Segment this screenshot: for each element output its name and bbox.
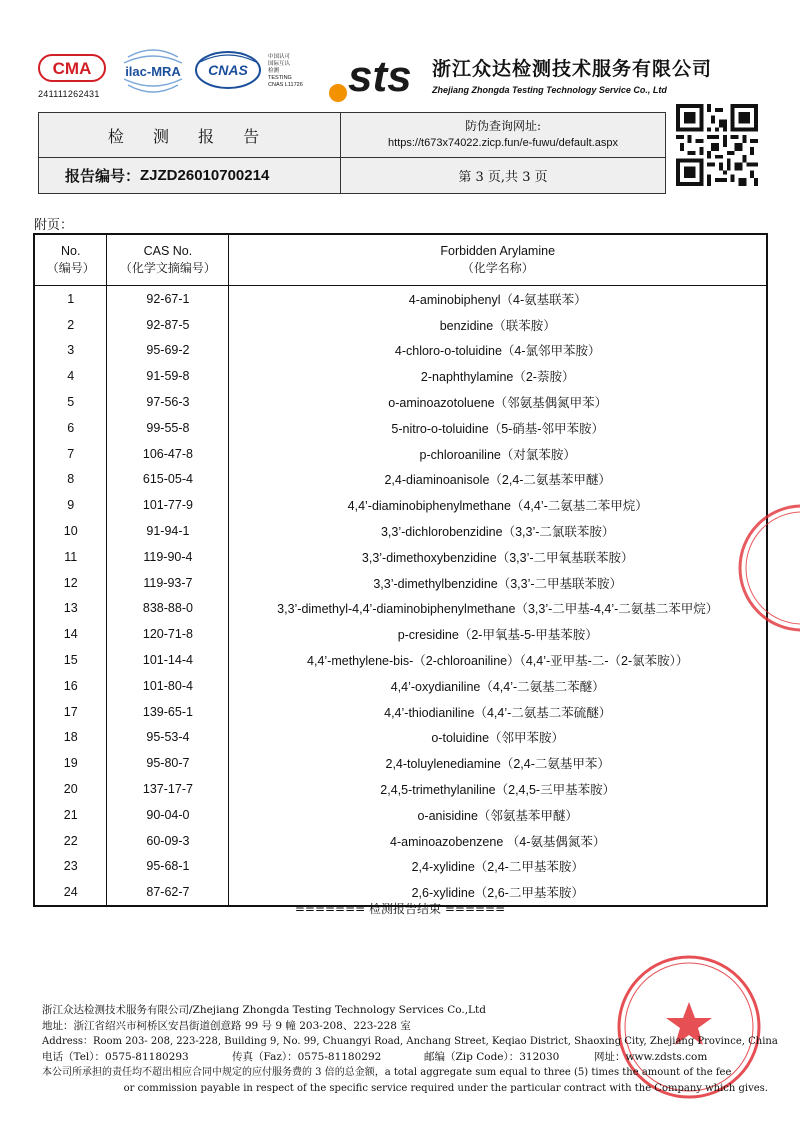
cell-no: 14 [34,621,107,647]
cell-cas: 95-80-7 [107,750,229,776]
cell-name: 2,4,5-trimethylaniline（2,4,5-三甲基苯胺） [229,776,767,802]
cell-no: 22 [34,828,107,854]
cell-no: 24 [34,879,107,906]
cell-cas: 95-53-4 [107,725,229,751]
cell-name: 4-chloro-o-toluidine（4-氯邻甲苯胺） [229,338,767,364]
cell-cas: 91-59-8 [107,363,229,389]
header-no-en: No. [61,244,81,258]
cnas-text-line: CNAS L11726 [268,82,303,88]
header-name-cn: （化学名称） [461,261,534,275]
cell-cas: 90-04-0 [107,802,229,828]
company-name-cn: 浙江众达检测技术服务有限公司 [432,58,713,80]
cell-name: 3,3’-dimethylbenzidine（3,3’-二甲基联苯胺） [229,570,767,596]
table-row [34,570,767,596]
table-header-row [34,234,767,286]
end-of-report-marker: ======= 检测报告结束 ====== [294,902,506,916]
table-row [34,621,767,647]
cell-name: 2,6-xylidine（2,6-二甲基苯胺） [229,879,767,906]
company-name-en: Zhejiang Zhongda Testing Technology Service Co., Ltd [432,85,667,95]
page-info: 第 3 页,共 3 页 [341,158,665,193]
table-row [34,286,767,312]
cell-name: o-anisidine（邻氨基苯甲醚） [229,802,767,828]
table-row [34,828,767,854]
report-number-cell [39,158,340,193]
qr-code[interactable] [676,104,758,186]
footer-address-cn: 地址：浙江省绍兴市柯桥区安昌街道创意路 99 号 9 幢 203-208、223-228 室 [42,1019,411,1032]
sts-logo-text: sts [348,52,412,101]
cell-cas: 95-68-1 [107,854,229,880]
cnas-text-line: 中国认可 [268,54,291,60]
cma-logo [38,54,106,82]
cell-name: 2,4-diaminoanisole（2,4-二氨基苯甲醚） [229,467,767,493]
table-row [34,776,767,802]
table-row [34,338,767,364]
cell-no: 15 [34,647,107,673]
cell-name: p-cresidine（2-甲氧基-5-甲基苯胺） [229,621,767,647]
ilac-mra-logo [120,45,186,97]
cell-name: 3,3’-dimethyl-4,4’-diaminobiphenylmethane（3,3’-二甲基-4,4’-二氨基二苯甲烷） [229,596,767,622]
cell-no: 3 [34,338,107,364]
footer-tel: 电话（Tel）：0575-81180293 [42,1050,189,1063]
cnas-text-line: TESTING [268,75,292,81]
cma-number: 241111262431 [38,89,100,99]
header-no [34,234,107,286]
title-box-divider [38,157,666,158]
footer-zip: 邮编（Zip Code）：312030 [424,1050,560,1063]
cell-name: 2-naphthylamine（2-萘胺） [229,363,767,389]
cnas-accreditation-text [268,54,303,89]
cell-no: 13 [34,596,107,622]
title-box-divider [340,112,341,194]
arylamine-table [33,233,768,907]
cell-cas: 101-80-4 [107,673,229,699]
cell-name: 4,4’-thiodianiline（4,4’-二氨基二苯硫醚） [229,699,767,725]
cell-name: o-toluidine（邻甲苯胺） [229,725,767,751]
cell-cas: 106-47-8 [107,441,229,467]
cell-cas: 615-05-4 [107,467,229,493]
cell-cas: 137-17-7 [107,776,229,802]
cell-cas: 101-77-9 [107,492,229,518]
cell-name: 2,4-xylidine（2,4-二甲基苯胺） [229,854,767,880]
cell-no: 12 [34,570,107,596]
cell-name: 3,3’-dichlorobenzidine（3,3’-二氯联苯胺） [229,518,767,544]
footer [42,1003,782,1096]
ilac-mra-text: ilac-MRA [125,64,181,79]
cell-no: 17 [34,699,107,725]
cell-cas: 97-56-3 [107,389,229,415]
cell-name: 5-nitro-o-toluidine（5-硝基-邻甲苯胺） [229,415,767,441]
cnas-text-line: 检测 [268,68,280,74]
cell-no: 19 [34,750,107,776]
report-title: 检 测 报 告 [39,113,340,157]
header-name [229,234,767,286]
header-cas [107,234,229,286]
footer-liability-2: or commission payable in respect of the specific service required under the particular contract with the Company which gives. [123,1082,768,1094]
cell-name: o-aminoazotoluene（邻氨基偶氮甲苯） [229,389,767,415]
cell-no: 20 [34,776,107,802]
header-cas-en: CAS No. [143,244,193,258]
cell-cas: 87-62-7 [107,879,229,906]
cell-no: 21 [34,802,107,828]
header-no-cn: （编号） [46,261,95,275]
cell-cas: 60-09-3 [107,828,229,854]
cell-cas: 92-67-1 [107,286,229,312]
cell-no: 7 [34,441,107,467]
cell-no: 18 [34,725,107,751]
cell-no: 5 [34,389,107,415]
cma-logo-text: CMA [52,59,92,78]
cell-no: 4 [34,363,107,389]
table-row [34,492,767,518]
table-row [34,363,767,389]
cnas-logo [194,50,262,90]
cnas-text-line: 国际互认 [268,61,291,67]
cell-cas: 119-90-4 [107,544,229,570]
cell-cas: 99-55-8 [107,415,229,441]
table-row [34,544,767,570]
cell-name: 4,4’-methylene-bis-（2-chloroaniline）（4,4’-亚甲基-二-（2-氯苯胺）） [229,647,767,673]
cell-name: p-chloroaniline（对氯苯胺） [229,441,767,467]
cell-cas: 101-14-4 [107,647,229,673]
verify-url-cell [341,113,665,157]
cell-no: 11 [34,544,107,570]
cell-cas: 838-88-0 [107,596,229,622]
table-row [34,441,767,467]
footer-company: 浙江众达检测技术服务有限公司/Zhejiang Zhongda Testing Technology Services Co.,Ltd [42,1004,486,1016]
table-row [34,312,767,338]
cell-name: benzidine（联苯胺） [229,312,767,338]
verify-url-link[interactable]: https://t673x74022.zicp.fun/e-fuwu/default.aspx [388,137,618,149]
cell-name: 4-aminobiphenyl（4-氨基联苯） [229,286,767,312]
appendix-label: 附页： [34,218,74,233]
cell-name: 3,3’-dimethoxybenzidine（3,3’-二甲氧基联苯胺） [229,544,767,570]
cell-no: 16 [34,673,107,699]
table-row [34,699,767,725]
report-number-label: 报告编号： [65,167,141,185]
table-row [34,518,767,544]
sts-logo [326,45,426,105]
cell-cas: 119-93-7 [107,570,229,596]
table-row [34,854,767,880]
cell-no: 10 [34,518,107,544]
report-number: ZJZD26010700214 [140,167,270,184]
cell-name: 4,4’-oxydianiline（4,4’-二氨基二苯醚） [229,673,767,699]
footer-contact [42,1050,782,1066]
footer-address-en: Address：Room 203- 208, 223-228, Building 9, No. 99, Chuangyi Road, Anchang Street, Keqiao District, Shaoxing City, Zhejiang Province, China [42,1036,778,1047]
table-row [34,596,767,622]
table-row [34,389,767,415]
company-seal-partial [730,500,800,636]
footer-web[interactable]: 网址：www.zdsts.com [594,1050,708,1063]
cell-cas: 95-69-2 [107,338,229,364]
table-row [34,415,767,441]
table-row [34,467,767,493]
cell-no: 2 [34,312,107,338]
table-row [34,802,767,828]
header-name-en: Forbidden Arylamine [440,244,556,258]
table-row [34,725,767,751]
table-row [34,673,767,699]
verify-url-label: 防伪查询网址: [464,119,542,133]
cell-name: 2,4-toluylenediamine（2,4-二氨基甲苯） [229,750,767,776]
cnas-logo-text: CNAS [208,62,248,78]
cell-cas: 92-87-5 [107,312,229,338]
cell-name: 4,4’-diaminobiphenylmethane（4,4’-二氨基二苯甲烷） [229,492,767,518]
cell-no: 9 [34,492,107,518]
cell-no: 1 [34,286,107,312]
footer-liability-1: 本公司所承担的责任均不超出相应合同中规定的应付服务费的 3 倍的总金额，a total aggregate sum equal to three (5) times the amount of the fee [42,1067,732,1078]
table-row [34,647,767,673]
cell-name: 4-aminoazobenzene （4-氨基偶氮苯） [229,828,767,854]
footer-fax: 传真（Faz）：0575-81180292 [232,1050,382,1063]
cell-cas: 91-94-1 [107,518,229,544]
table-row [34,750,767,776]
cell-no: 6 [34,415,107,441]
cell-no: 8 [34,467,107,493]
header-cas-cn: （化学文摘编号） [119,261,216,275]
cell-no: 23 [34,854,107,880]
cell-cas: 139-65-1 [107,699,229,725]
cell-cas: 120-71-8 [107,621,229,647]
